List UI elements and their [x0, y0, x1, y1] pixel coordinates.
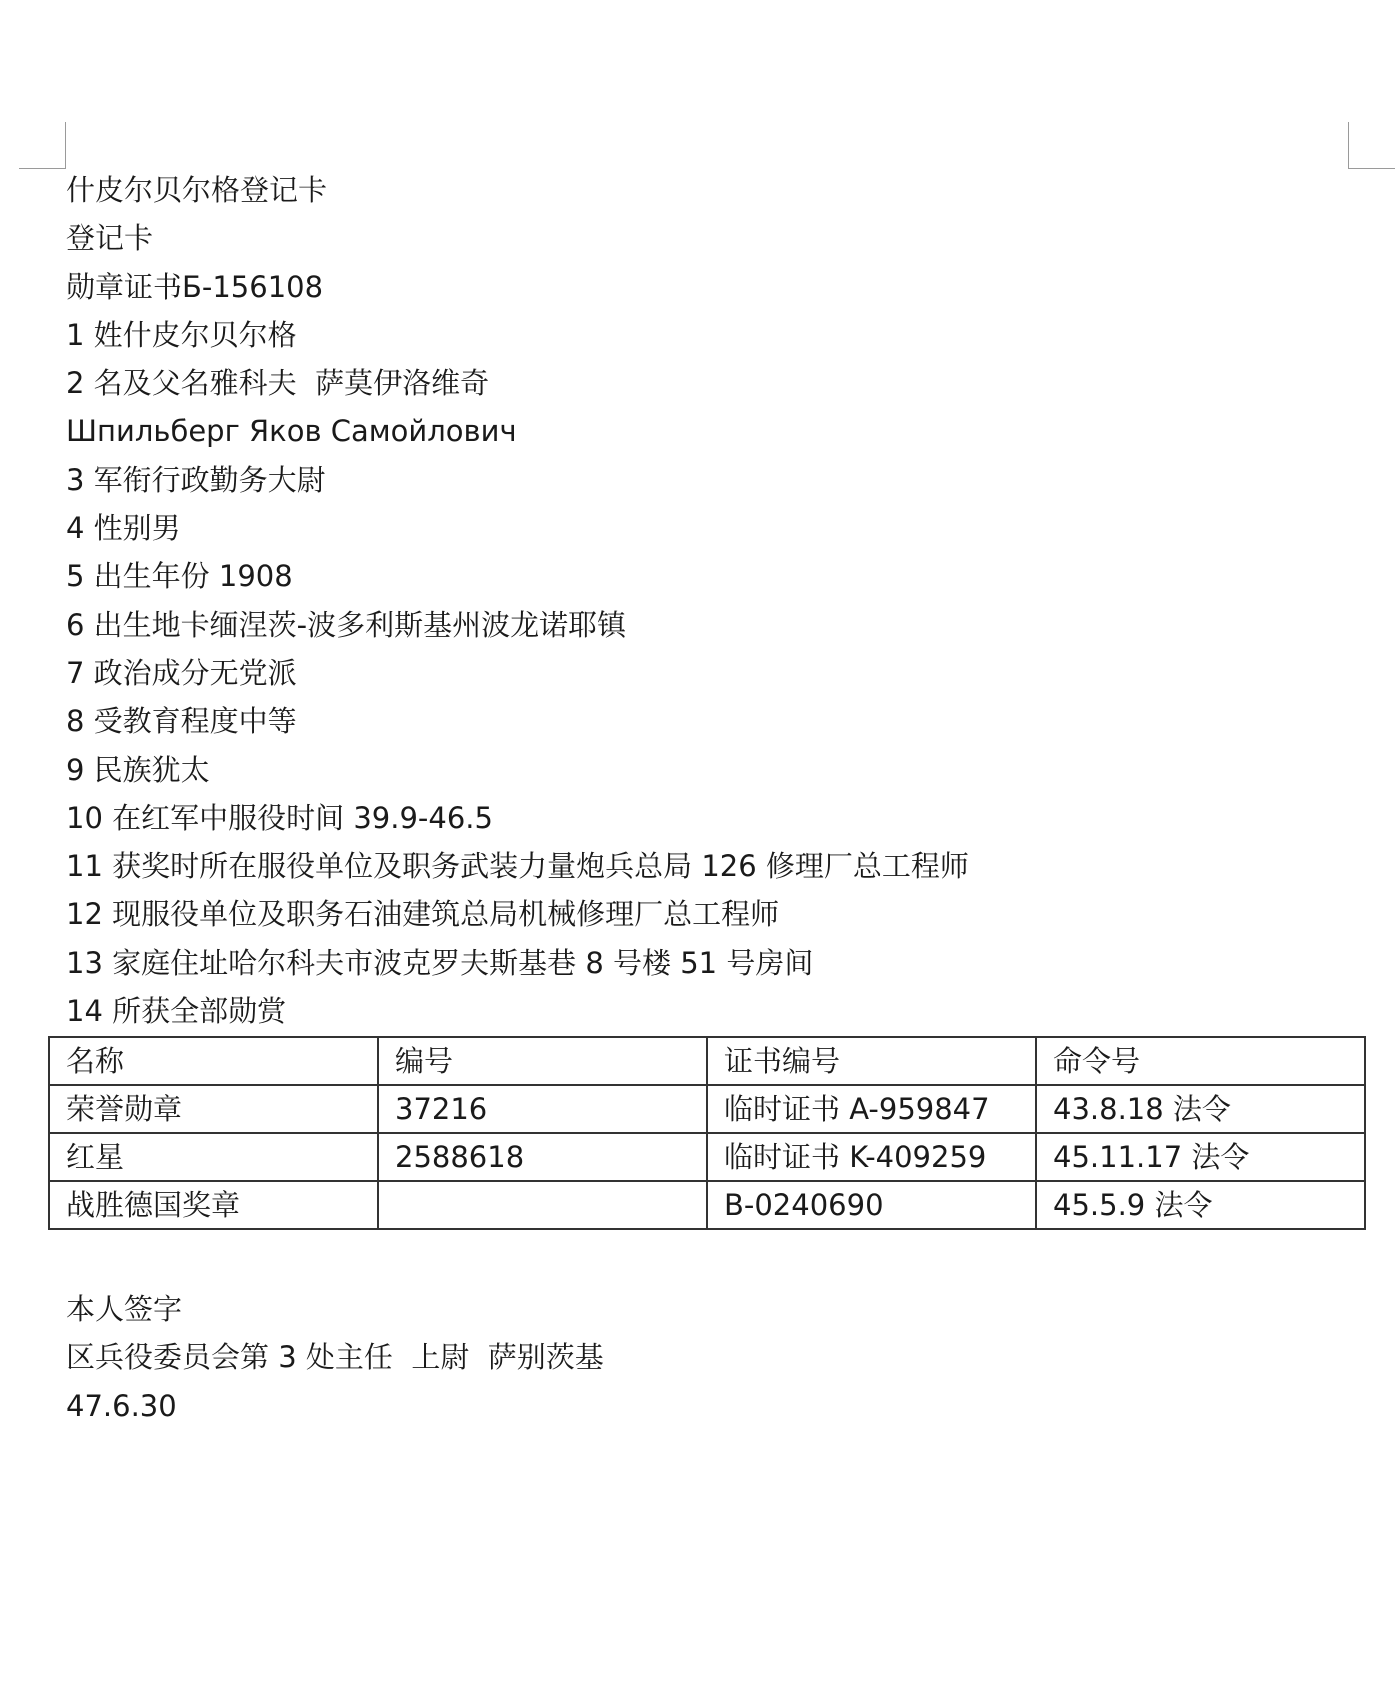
field-birth-year: 5 出生年份 1908 [66, 559, 293, 594]
field-surname: 1 姓什皮尔贝尔格 [66, 317, 297, 352]
table-row [49, 1133, 1365, 1181]
field-birthplace: 6 出生地卡缅涅茨-波多利斯基州波龙诺耶镇 [66, 607, 627, 642]
table-cell [378, 1181, 707, 1229]
signature-label: 本人签字 [66, 1292, 183, 1326]
table-row [49, 1085, 1365, 1133]
table-cell: 临时证书 K-409259 [707, 1133, 1036, 1181]
field-education: 8 受教育程度中等 [66, 704, 297, 739]
table-header-cell: 编号 [378, 1037, 707, 1085]
table-cell: 荣誉勋章 [49, 1085, 378, 1133]
medal-certificate-line: 勋章证书Б-156108 [66, 269, 324, 304]
table-cell: 45.11.17 法令 [1036, 1133, 1365, 1181]
field-unit-at-award: 11 获奖时所在服役单位及职务武装力量炮兵总局 126 修理厂总工程师 [66, 849, 969, 884]
field-awards-heading: 14 所获全部勋赏 [66, 994, 287, 1029]
field-home-address: 13 家庭住址哈尔科夫市波克罗夫斯基巷 8 号楼 51 号房间 [66, 945, 814, 980]
field-rank: 3 军衔行政勤务大尉 [66, 462, 326, 497]
field-current-unit: 12 现服役单位及职务石油建筑总局机械修理厂总工程师 [66, 897, 780, 932]
table-header-row [49, 1037, 1365, 1085]
document-footer [66, 1285, 1366, 1430]
crop-mark-top-left [19, 122, 66, 169]
field-name-patronymic: 2 名及父名雅科夫 萨莫伊洛维奇 [66, 366, 490, 401]
table-row [49, 1181, 1365, 1229]
table-cell: 红星 [49, 1133, 378, 1181]
field-name-russian: Шпильберг Яков Самойлович [66, 414, 517, 449]
table-header-cell: 证书编号 [707, 1037, 1036, 1085]
field-service-period: 10 在红军中服役时间 39.9-46.5 [66, 800, 493, 835]
table-cell: 43.8.18 法令 [1036, 1085, 1365, 1133]
signatory-line: 区兵役委员会第 3 处主任 上尉 萨别茨基 [66, 1340, 604, 1375]
document-body [66, 166, 1366, 1035]
table-cell: B-0240690 [707, 1181, 1036, 1229]
table-cell: 临时证书 A-959847 [707, 1085, 1036, 1133]
table-header-cell: 名称 [49, 1037, 378, 1085]
document-date: 47.6.30 [66, 1388, 177, 1423]
table-header-cell: 命令号 [1036, 1037, 1365, 1085]
table-cell: 45.5.9 法令 [1036, 1181, 1365, 1229]
field-nationality: 9 民族犹太 [66, 752, 210, 787]
table-cell: 37216 [378, 1085, 707, 1133]
field-sex: 4 性别男 [66, 511, 181, 546]
field-party: 7 政治成分无党派 [66, 655, 297, 690]
table-cell: 2588618 [378, 1133, 707, 1181]
awards-table [48, 1036, 1366, 1230]
document-title: 什皮尔贝尔格登记卡 [66, 173, 328, 207]
table-cell: 战胜德国奖章 [49, 1181, 378, 1229]
document-subtitle: 登记卡 [66, 221, 154, 256]
crop-mark-top-right [1348, 122, 1395, 169]
